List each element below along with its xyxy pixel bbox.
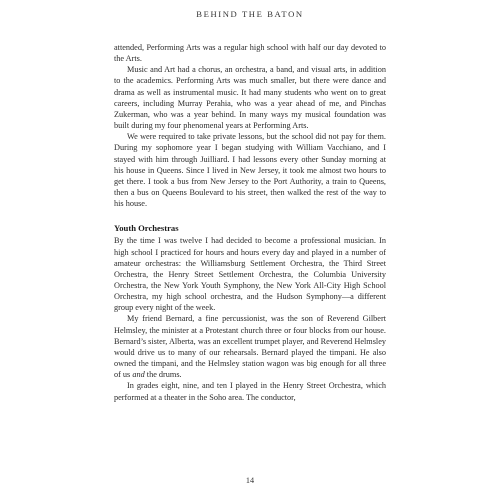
paragraph-2: Music and Art had a chorus, an orchestra, a band, and visual arts, in addition to the academics. Performing Arts was much smaller, but there were dance and drama as well as instrumental music. It had many students who went on to great careers, including Murray Perahia, who was a year ahead of me, and Pinchas Zukerman, who was a year behind. In many ways my musical foundation was built during my four phenomenal years at Performing Arts. [114,65,386,131]
paragraph-5-text: My friend Bernard, a fine percussionist, was the son of Reverend Gilbert Helmsley, the minister at a Protestant church three or four blocks from our house. Bernard’s sister, Alberta, was an excellent trumpet player, and Reverend Helmsley would drive us to many of our rehearsals. Bernard played the timpani. He also owned the timpani, and the Helmsley station wagon was big enough for all three of us and the drums. [114,314,386,380]
emphasis: and [132,370,145,380]
page-number: 14 [245,476,255,485]
paragraph-4: By the time I was twelve I had decided to become a professional musician. In high school I practiced for hours and hours every day and played in a number of amateur orchestras: the Williamsburg Settlement Orchestra, the Third Street Orchestra, the Henry Street Settlement Orchestra, the Columbia University Orchestra, the New York Youth Symphony, the New York All-City High School Orchestra, my high school orchestra, and the Hudson Symphony—a different group every night of the week. [114,236,386,313]
paragraph-6: In grades eight, nine, and ten I played in the Henry Street Orchestra, which performed at a theater in the Soho area. The conductor, [114,381,386,402]
section-heading: Youth Orchestras [114,223,179,234]
body-text [114,42,386,403]
paragraph-5 [114,313,386,380]
paragraph-1: attended, Performing Arts was a regular high school with half our day devoted to the Arts. [114,43,386,64]
paragraph-3: We were required to take private lessons, but the school did not pay for them. During my sophomore year I began studying with William Vacchiano, and I stayed with him through Juilliard. I had lessons every other Sunday morning at his house in Queens. Since I lived in New Jersey, it took me almost two hours to get there. I took a bus from New Jersey to the Port Authority, a train to Queens, then a bus on Queens Boulevard to his street, then walked the rest of the way to his house. [114,132,386,209]
running-head: BEHIND THE BATON [196,9,304,19]
